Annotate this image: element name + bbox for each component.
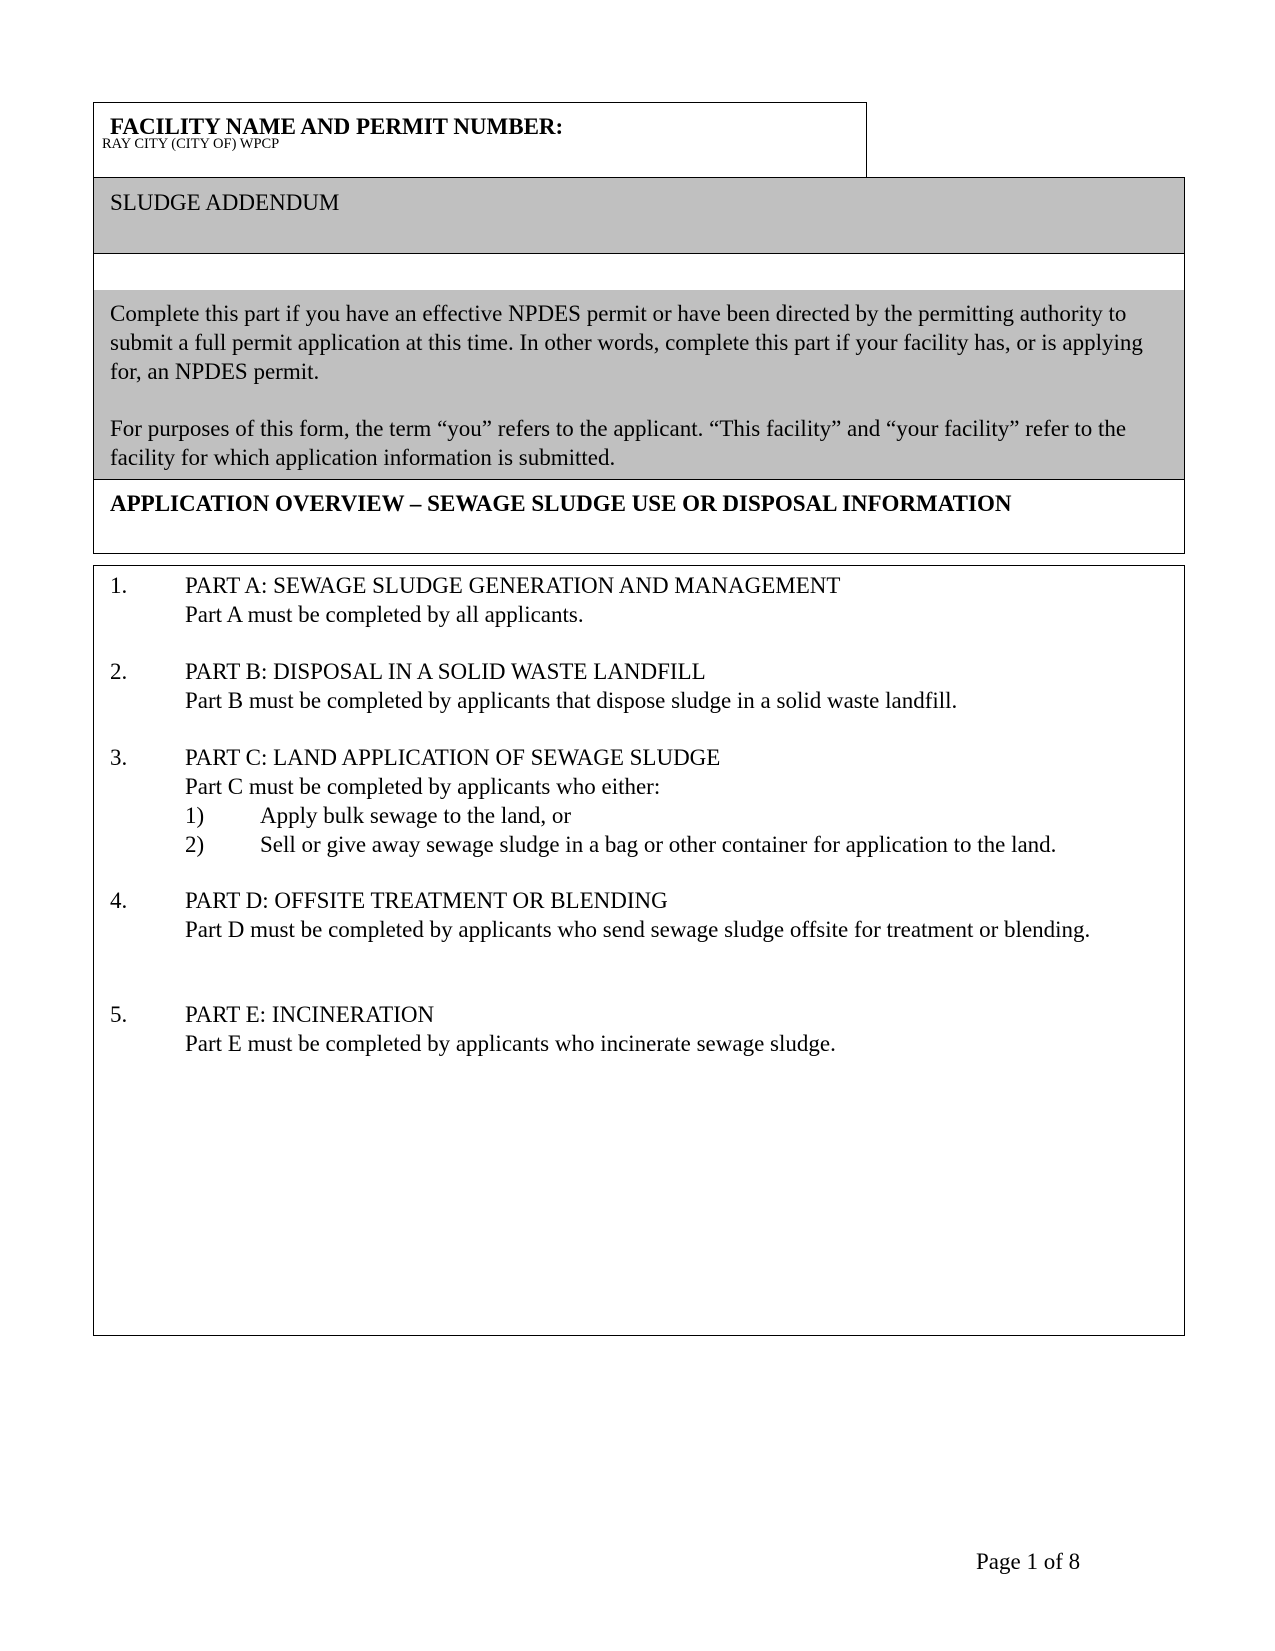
list-item — [110, 743, 1174, 859]
facility-label: FACILITY NAME AND PERMIT NUMBER: — [110, 114, 564, 139]
page-number: Page 1 of 8 — [976, 1549, 1081, 1574]
item-title: PART C: LAND APPLICATION OF SEWAGE SLUDGE — [185, 745, 721, 770]
sub-item-number: 2) — [185, 832, 205, 857]
item-description: Part B must be completed by applicants that dispose sludge in a solid waste landfill. — [185, 688, 958, 713]
addendum-title: SLUDGE ADDENDUM — [110, 190, 340, 215]
item-title: PART D: OFFSITE TREATMENT OR BLENDING — [185, 888, 668, 913]
sub-item-number: 1) — [185, 803, 205, 828]
instructions-block — [94, 290, 1184, 480]
item-number: 4. — [110, 888, 128, 913]
facility-box — [93, 102, 867, 177]
parts-list-box — [93, 565, 1185, 1336]
overview-title: APPLICATION OVERVIEW – SEWAGE SLUDGE USE OR DISPOSAL INFORMATION — [110, 491, 1012, 516]
item-title: PART E: INCINERATION — [185, 1002, 435, 1027]
blank-row — [94, 253, 1184, 291]
sub-item-text: Sell or give away sewage sludge in a bag or other container for application to the land. — [260, 832, 1057, 857]
item-description: Part E must be completed by applicants who incinerate sewage sludge. — [185, 1031, 836, 1056]
sub-item — [185, 830, 1174, 859]
item-number: 5. — [110, 1002, 128, 1027]
instructions-paragraph: Complete this part if you have an effective NPDES permit or have been directed by the permitting authority to submit a full permit application at this time. In other words, complete this part if your facility has, or is applying for, an NPDES permit. — [110, 301, 1143, 384]
facility-value: RAY CITY (CITY OF) WPCP — [102, 136, 280, 152]
item-number: 1. — [110, 573, 128, 598]
addendum-header-box — [93, 177, 1185, 554]
item-description: Part A must be completed by all applicants. — [185, 602, 584, 627]
item-description: Part C must be completed by applicants who either: — [185, 774, 661, 799]
sub-item — [185, 801, 1174, 830]
item-title: PART B: DISPOSAL IN A SOLID WASTE LANDFILL — [185, 659, 706, 684]
list-item — [110, 657, 1174, 715]
sub-item-text: Apply bulk sewage to the land, or — [260, 803, 572, 828]
list-item — [110, 886, 1174, 944]
addendum-band — [94, 178, 1184, 254]
instructions-paragraph: For purposes of this form, the term “you” refers to the applicant. “This facility” and “your facility” refer to the facility for which application information is submitted. — [110, 416, 1127, 470]
item-title: PART A: SEWAGE SLUDGE GENERATION AND MANAGEMENT — [185, 573, 841, 598]
list-item — [110, 571, 1174, 629]
item-number: 2. — [110, 659, 128, 684]
list-item — [110, 1000, 1174, 1058]
item-description: Part D must be completed by applicants who send sewage sludge offsite for treatment or blending. — [185, 917, 1091, 942]
item-number: 3. — [110, 745, 128, 770]
